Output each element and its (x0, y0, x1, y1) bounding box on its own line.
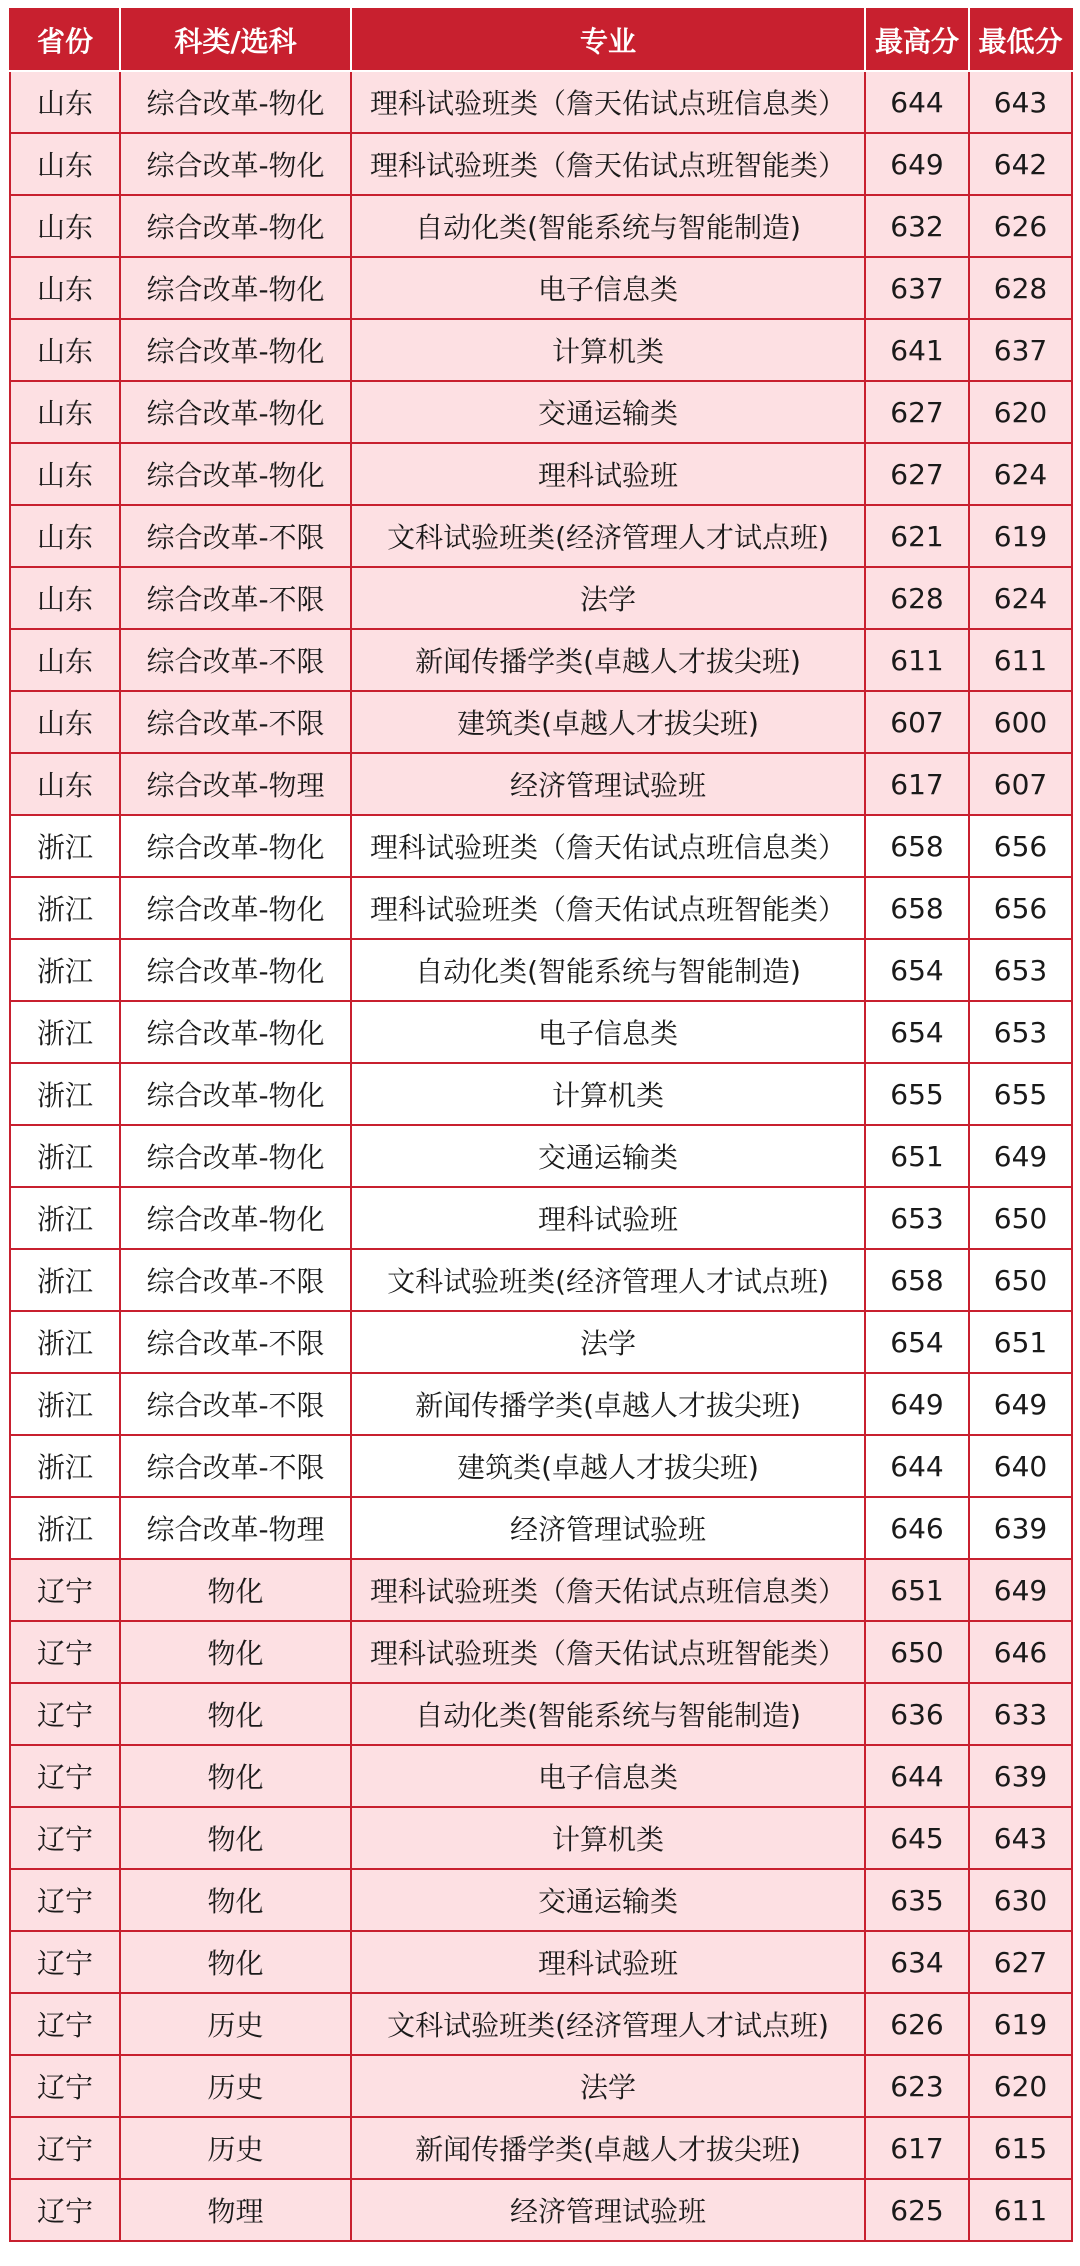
cell-max-score: 653 (865, 1187, 969, 1249)
table-row (10, 2055, 1072, 2117)
cell-province: 辽宁 (10, 1621, 120, 1683)
cell-min-score: 650 (969, 1187, 1072, 1249)
cell-max-score: 649 (865, 133, 969, 195)
cell-category: 历史 (120, 2117, 351, 2179)
cell-min-score: 620 (969, 381, 1072, 443)
header-min-score: 最低分 (969, 9, 1072, 71)
cell-major: 经济管理试验班 (351, 753, 865, 815)
cell-min-score: 656 (969, 815, 1072, 877)
cell-max-score: 637 (865, 257, 969, 319)
cell-min-score: 611 (969, 629, 1072, 691)
cell-min-score: 643 (969, 1807, 1072, 1869)
table-row (10, 1807, 1072, 1869)
cell-min-score: 646 (969, 1621, 1072, 1683)
cell-major: 经济管理试验班 (351, 1497, 865, 1559)
cell-category: 物化 (120, 1683, 351, 1745)
cell-province: 浙江 (10, 1373, 120, 1435)
cell-max-score: 617 (865, 2117, 969, 2179)
cell-max-score: 654 (865, 939, 969, 1001)
cell-max-score: 611 (865, 629, 969, 691)
table-row (10, 1931, 1072, 1993)
cell-max-score: 641 (865, 319, 969, 381)
table-row (10, 257, 1072, 319)
cell-max-score: 649 (865, 1373, 969, 1435)
cell-max-score: 658 (865, 877, 969, 939)
cell-major: 交通运输类 (351, 1125, 865, 1187)
cell-province: 浙江 (10, 1187, 120, 1249)
cell-category: 物化 (120, 1807, 351, 1869)
table-row (10, 1993, 1072, 2055)
table-row (10, 1869, 1072, 1931)
cell-max-score: 636 (865, 1683, 969, 1745)
cell-province: 辽宁 (10, 2055, 120, 2117)
cell-category: 物化 (120, 1745, 351, 1807)
cell-province: 浙江 (10, 1497, 120, 1559)
cell-min-score: 649 (969, 1373, 1072, 1435)
cell-major: 理科试验班 (351, 1931, 865, 1993)
table-row (10, 505, 1072, 567)
cell-province: 浙江 (10, 1311, 120, 1373)
table-row (10, 319, 1072, 381)
cell-category: 综合改革-物化 (120, 877, 351, 939)
table-row (10, 1373, 1072, 1435)
cell-min-score: 649 (969, 1125, 1072, 1187)
cell-category: 综合改革-物化 (120, 1125, 351, 1187)
cell-min-score: 630 (969, 1869, 1072, 1931)
cell-major: 法学 (351, 1311, 865, 1373)
table-row (10, 567, 1072, 629)
cell-province: 山东 (10, 257, 120, 319)
header-major: 专业 (351, 9, 865, 71)
cell-province: 浙江 (10, 1249, 120, 1311)
cell-category: 综合改革-物化 (120, 815, 351, 877)
table-row (10, 1745, 1072, 1807)
table-row (10, 1249, 1072, 1311)
cell-province: 浙江 (10, 1125, 120, 1187)
cell-category: 综合改革-物化 (120, 381, 351, 443)
cell-max-score: 655 (865, 1063, 969, 1125)
cell-province: 辽宁 (10, 1931, 120, 1993)
cell-max-score: 632 (865, 195, 969, 257)
cell-major: 交通运输类 (351, 1869, 865, 1931)
cell-min-score: 627 (969, 1931, 1072, 1993)
cell-major: 文科试验班类(经济管理人才试点班) (351, 505, 865, 567)
cell-min-score: 639 (969, 1745, 1072, 1807)
cell-min-score: 619 (969, 1993, 1072, 2055)
cell-category: 历史 (120, 2055, 351, 2117)
score-table (9, 8, 1073, 2242)
cell-province: 辽宁 (10, 1683, 120, 1745)
table-row (10, 71, 1072, 133)
cell-province: 山东 (10, 691, 120, 753)
cell-major: 自动化类(智能系统与智能制造) (351, 195, 865, 257)
table-row (10, 443, 1072, 505)
cell-max-score: 654 (865, 1001, 969, 1063)
cell-category: 综合改革-物化 (120, 443, 351, 505)
table-header-row (10, 9, 1072, 71)
cell-major: 建筑类(卓越人才拔尖班) (351, 691, 865, 753)
cell-category: 物理 (120, 2179, 351, 2241)
cell-max-score: 623 (865, 2055, 969, 2117)
cell-province: 山东 (10, 567, 120, 629)
cell-min-score: 611 (969, 2179, 1072, 2241)
cell-max-score: 658 (865, 1249, 969, 1311)
cell-province: 浙江 (10, 1435, 120, 1497)
cell-province: 山东 (10, 505, 120, 567)
cell-category: 综合改革-不限 (120, 1435, 351, 1497)
cell-min-score: 655 (969, 1063, 1072, 1125)
cell-category: 综合改革-物化 (120, 1187, 351, 1249)
header-province: 省份 (10, 9, 120, 71)
cell-major: 理科试验班 (351, 1187, 865, 1249)
cell-max-score: 625 (865, 2179, 969, 2241)
cell-category: 综合改革-不限 (120, 1311, 351, 1373)
table-row (10, 1125, 1072, 1187)
table-body (10, 71, 1072, 2241)
cell-major: 理科试验班类（詹天佑试点班智能类） (351, 877, 865, 939)
cell-min-score: 649 (969, 1559, 1072, 1621)
cell-category: 物化 (120, 1931, 351, 1993)
cell-max-score: 651 (865, 1559, 969, 1621)
cell-min-score: 628 (969, 257, 1072, 319)
cell-major: 理科试验班类（詹天佑试点班信息类） (351, 815, 865, 877)
cell-category: 综合改革-物化 (120, 939, 351, 1001)
cell-max-score: 617 (865, 753, 969, 815)
cell-min-score: 639 (969, 1497, 1072, 1559)
header-max-score: 最高分 (865, 9, 969, 71)
cell-province: 浙江 (10, 815, 120, 877)
cell-min-score: 619 (969, 505, 1072, 567)
cell-category: 综合改革-物理 (120, 1497, 351, 1559)
cell-max-score: 658 (865, 815, 969, 877)
cell-province: 浙江 (10, 1001, 120, 1063)
cell-category: 综合改革-物理 (120, 753, 351, 815)
table-row (10, 877, 1072, 939)
table-row (10, 381, 1072, 443)
cell-max-score: 645 (865, 1807, 969, 1869)
cell-min-score: 637 (969, 319, 1072, 381)
cell-major: 新闻传播学类(卓越人才拔尖班) (351, 629, 865, 691)
cell-province: 山东 (10, 319, 120, 381)
cell-min-score: 656 (969, 877, 1072, 939)
table-row (10, 1497, 1072, 1559)
cell-province: 浙江 (10, 877, 120, 939)
table-row (10, 1435, 1072, 1497)
cell-category: 综合改革-物化 (120, 195, 351, 257)
cell-min-score: 600 (969, 691, 1072, 753)
cell-max-score: 644 (865, 1745, 969, 1807)
cell-min-score: 642 (969, 133, 1072, 195)
cell-major: 理科试验班类（詹天佑试点班信息类） (351, 1559, 865, 1621)
cell-min-score: 633 (969, 1683, 1072, 1745)
cell-min-score: 607 (969, 753, 1072, 815)
cell-category: 综合改革-物化 (120, 133, 351, 195)
cell-category: 综合改革-物化 (120, 71, 351, 133)
cell-province: 浙江 (10, 1063, 120, 1125)
cell-max-score: 644 (865, 71, 969, 133)
cell-major: 文科试验班类(经济管理人才试点班) (351, 1249, 865, 1311)
table-row (10, 1311, 1072, 1373)
cell-category: 综合改革-不限 (120, 567, 351, 629)
table-row (10, 753, 1072, 815)
cell-province: 辽宁 (10, 1993, 120, 2055)
cell-category: 综合改革-物化 (120, 257, 351, 319)
cell-province: 辽宁 (10, 1807, 120, 1869)
cell-min-score: 653 (969, 1001, 1072, 1063)
cell-province: 山东 (10, 195, 120, 257)
cell-category: 历史 (120, 1993, 351, 2055)
cell-min-score: 653 (969, 939, 1072, 1001)
table-row (10, 1001, 1072, 1063)
cell-major: 自动化类(智能系统与智能制造) (351, 1683, 865, 1745)
table-row (10, 2179, 1072, 2241)
table-row (10, 1683, 1072, 1745)
table-row (10, 1063, 1072, 1125)
cell-category: 物化 (120, 1869, 351, 1931)
cell-major: 理科试验班 (351, 443, 865, 505)
cell-major: 法学 (351, 567, 865, 629)
cell-max-score: 644 (865, 1435, 969, 1497)
header-category: 科类/选科 (120, 9, 351, 71)
cell-max-score: 650 (865, 1621, 969, 1683)
cell-province: 山东 (10, 753, 120, 815)
cell-category: 综合改革-不限 (120, 505, 351, 567)
cell-min-score: 626 (969, 195, 1072, 257)
cell-category: 物化 (120, 1621, 351, 1683)
cell-min-score: 650 (969, 1249, 1072, 1311)
cell-major: 理科试验班类（詹天佑试点班智能类） (351, 133, 865, 195)
score-table-container (9, 8, 1071, 2242)
cell-max-score: 627 (865, 381, 969, 443)
cell-major: 自动化类(智能系统与智能制造) (351, 939, 865, 1001)
table-row (10, 815, 1072, 877)
cell-min-score: 624 (969, 567, 1072, 629)
cell-major: 法学 (351, 2055, 865, 2117)
cell-province: 辽宁 (10, 2179, 120, 2241)
cell-max-score: 621 (865, 505, 969, 567)
cell-category: 综合改革-不限 (120, 629, 351, 691)
cell-major: 经济管理试验班 (351, 2179, 865, 2241)
cell-province: 辽宁 (10, 1745, 120, 1807)
cell-category: 综合改革-物化 (120, 319, 351, 381)
cell-province: 辽宁 (10, 1869, 120, 1931)
table-row (10, 1187, 1072, 1249)
table-row (10, 133, 1072, 195)
cell-major: 计算机类 (351, 1807, 865, 1869)
cell-major: 文科试验班类(经济管理人才试点班) (351, 1993, 865, 2055)
cell-category: 综合改革-不限 (120, 691, 351, 753)
cell-max-score: 654 (865, 1311, 969, 1373)
cell-major: 电子信息类 (351, 1001, 865, 1063)
cell-max-score: 651 (865, 1125, 969, 1187)
cell-major: 计算机类 (351, 319, 865, 381)
cell-province: 山东 (10, 71, 120, 133)
cell-province: 山东 (10, 629, 120, 691)
cell-major: 交通运输类 (351, 381, 865, 443)
cell-major: 新闻传播学类(卓越人才拔尖班) (351, 2117, 865, 2179)
cell-min-score: 643 (969, 71, 1072, 133)
cell-major: 理科试验班类（詹天佑试点班智能类） (351, 1621, 865, 1683)
table-row (10, 1559, 1072, 1621)
table-row (10, 629, 1072, 691)
cell-province: 辽宁 (10, 1559, 120, 1621)
cell-province: 辽宁 (10, 2117, 120, 2179)
cell-max-score: 635 (865, 1869, 969, 1931)
cell-min-score: 624 (969, 443, 1072, 505)
cell-province: 山东 (10, 381, 120, 443)
table-row (10, 939, 1072, 1001)
cell-max-score: 634 (865, 1931, 969, 1993)
cell-min-score: 615 (969, 2117, 1072, 2179)
cell-major: 电子信息类 (351, 257, 865, 319)
cell-province: 山东 (10, 443, 120, 505)
cell-max-score: 627 (865, 443, 969, 505)
table-row (10, 691, 1072, 753)
cell-category: 物化 (120, 1559, 351, 1621)
cell-max-score: 626 (865, 1993, 969, 2055)
cell-category: 综合改革-物化 (120, 1001, 351, 1063)
table-row (10, 1621, 1072, 1683)
cell-major: 新闻传播学类(卓越人才拔尖班) (351, 1373, 865, 1435)
cell-province: 浙江 (10, 939, 120, 1001)
cell-max-score: 607 (865, 691, 969, 753)
cell-max-score: 646 (865, 1497, 969, 1559)
cell-category: 综合改革-不限 (120, 1249, 351, 1311)
table-row (10, 195, 1072, 257)
cell-major: 计算机类 (351, 1063, 865, 1125)
cell-category: 综合改革-不限 (120, 1373, 351, 1435)
cell-max-score: 628 (865, 567, 969, 629)
cell-min-score: 620 (969, 2055, 1072, 2117)
cell-province: 山东 (10, 133, 120, 195)
cell-category: 综合改革-物化 (120, 1063, 351, 1125)
cell-min-score: 640 (969, 1435, 1072, 1497)
table-row (10, 2117, 1072, 2179)
cell-min-score: 651 (969, 1311, 1072, 1373)
cell-major: 电子信息类 (351, 1745, 865, 1807)
cell-major: 建筑类(卓越人才拔尖班) (351, 1435, 865, 1497)
cell-major: 理科试验班类（詹天佑试点班信息类） (351, 71, 865, 133)
